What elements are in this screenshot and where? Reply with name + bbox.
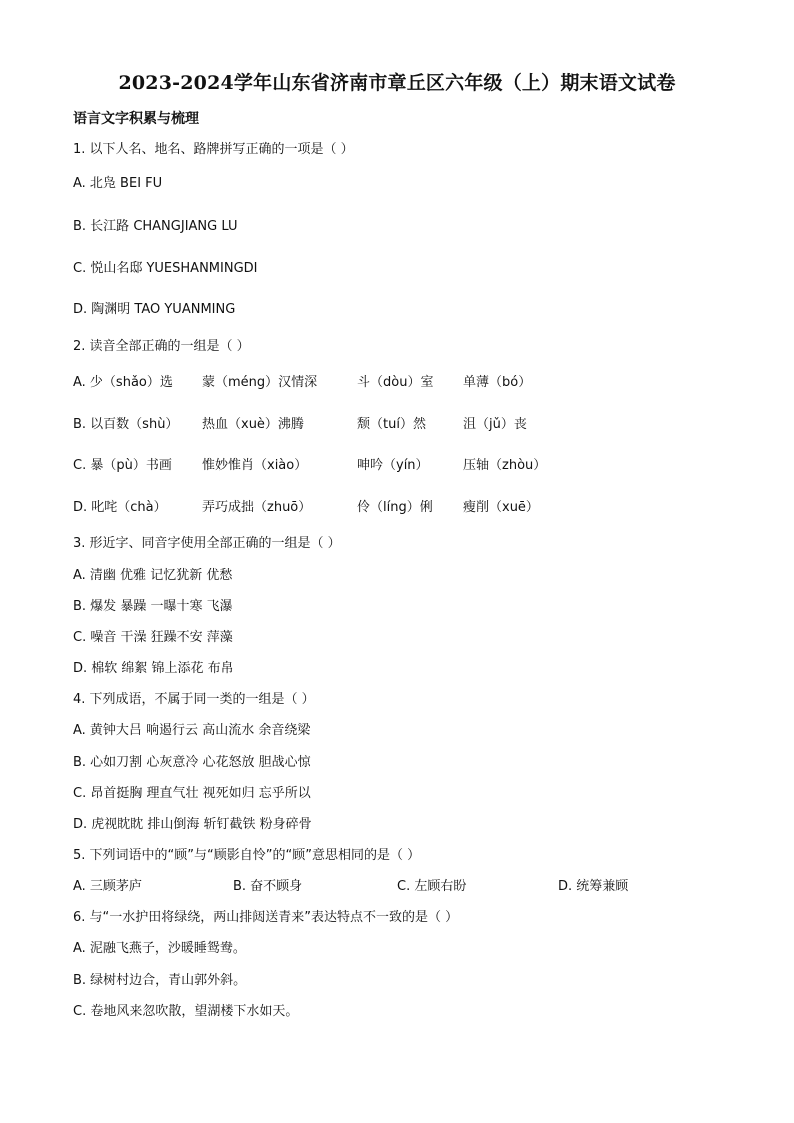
q2-a-item-1: A. 少（shǎo）选	[73, 375, 173, 390]
q2-b-item-3: 颓（tuí）然	[357, 417, 426, 432]
q6-option-a: A. 泥融飞燕子，沙暖睡鸳鸯。	[73, 941, 246, 956]
q5-option-d: D. 统筹兼顾	[558, 879, 629, 894]
q2-stem: 2. 读音全部正确的一组是（ ）	[73, 339, 250, 354]
page-title: 2023-2024学年山东省济南市章丘区六年级（上）期末语文试卷	[118, 72, 676, 94]
q2-d-item-4: 瘦削（xuē）	[463, 500, 539, 515]
q2-d-item-3: 伶（líng）俐	[357, 500, 433, 515]
q2-d-item-2: 弄巧成拙（zhuō）	[202, 500, 312, 515]
q3-option-a: A. 清幽 优雅 记忆犹新 优愁	[73, 568, 233, 583]
q2-b-item-2: 热血（xuè）沸腾	[202, 417, 304, 432]
q2-c-item-3: 呻吟（yín）	[357, 458, 429, 473]
q2-b-item-1: B. 以百数（shù）	[73, 417, 179, 432]
q2-a-item-3: 斗（dòu）室	[357, 375, 434, 390]
q2-d-item-1: D. 叱咤（chà）	[73, 500, 167, 515]
q4-option-a: A. 黄钟大吕 响遏行云 高山流水 余音绕梁	[73, 723, 311, 738]
q1-option-d: D. 陶渊明 TAO YUANMING	[73, 302, 236, 317]
q3-option-d: D. 棉软 绵絮 锦上添花 布帛	[73, 661, 234, 676]
q3-option-c: C. 噪音 干澡 狂躁不安 萍藻	[73, 630, 233, 645]
q5-option-c: C. 左顾右盼	[397, 879, 467, 894]
q1-option-b: B. 长江路 CHANGJIANG LU	[73, 219, 238, 234]
q2-b-item-4: 沮（jǔ）丧	[463, 417, 527, 432]
q4-option-c: C. 昂首挺胸 理直气壮 视死如归 忘乎所以	[73, 786, 311, 801]
q3-stem: 3. 形近字、同音字使用全部正确的一组是（ ）	[73, 536, 341, 551]
q2-a-item-4: 单薄（bó）	[463, 375, 532, 390]
q2-c-item-1: C. 暴（pù）书画	[73, 458, 172, 473]
q2-a-item-2: 蒙（méng）汉情深	[202, 375, 318, 390]
q4-option-d: D. 虎视眈眈 排山倒海 斩钉截铁 粉身碎骨	[73, 817, 312, 832]
q5-option-b: B. 奋不顾身	[233, 879, 303, 894]
section-heading: 语言文字积累与梳理	[73, 111, 199, 127]
q1-stem: 1. 以下人名、地名、路牌拼写正确的一项是（ ）	[73, 142, 354, 157]
q1-option-c: C. 悦山名邸 YUESHANMINGDI	[73, 261, 258, 276]
q2-c-item-4: 压轴（zhòu）	[463, 458, 547, 473]
q4-stem: 4. 下列成语，不属于同一类的一组是（ ）	[73, 692, 315, 707]
q3-option-b: B. 爆发 暴躁 一曝十寒 飞瀑	[73, 599, 233, 614]
q1-option-a: A. 北凫 BEI FU	[73, 176, 163, 191]
q6-stem: 6. 与“一水护田将绿绕，两山排闼送青来”表达特点不一致的是（ ）	[73, 910, 459, 925]
q4-option-b: B. 心如刀割 心灰意冷 心花怒放 胆战心惊	[73, 755, 311, 770]
q6-option-b: B. 绿树村边合，青山郭外斜。	[73, 973, 247, 988]
q2-c-item-2: 惟妙惟肖（xiào）	[202, 458, 308, 473]
q5-stem: 5. 下列词语中的“顾”与“顾影自怜”的“顾”意思相同的是（ ）	[73, 848, 421, 863]
q6-option-c: C. 卷地风来忽吹散，望湖楼下水如天。	[73, 1004, 299, 1019]
q5-option-a: A. 三顾茅庐	[73, 879, 142, 894]
